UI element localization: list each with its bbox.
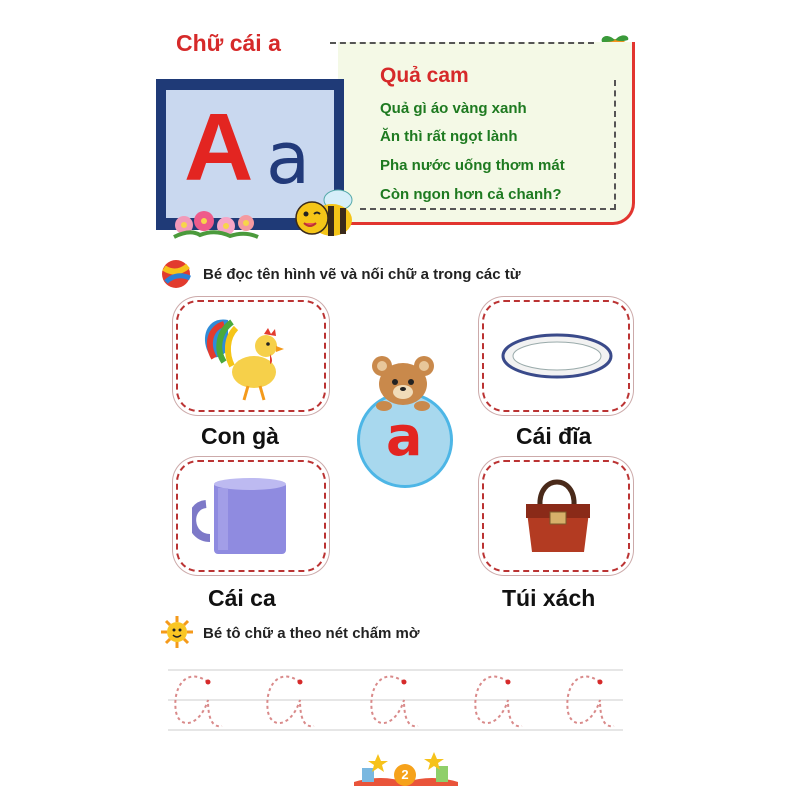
picture-frame [482, 300, 630, 412]
picture-word: Cái ca [208, 585, 276, 611]
bee-icon [292, 186, 360, 244]
picture-frame [482, 460, 630, 572]
poem-title: Quả cam [380, 64, 469, 87]
poem-line: Pha nước uống thơm mát [380, 157, 565, 174]
center-letter: a [386, 405, 423, 468]
picture-word: Cái đĩa [516, 423, 592, 449]
picture-word: Túi xách [502, 585, 596, 611]
instruction-text: Bé đọc tên hình vẽ và nối chữ a trong các từ [203, 266, 521, 283]
picture-frame [176, 300, 326, 412]
poem-line: Quả gì áo vàng xanh [380, 100, 527, 117]
divider [614, 80, 616, 210]
flowers-icon [170, 205, 260, 243]
lowercase-letter: a [266, 116, 311, 200]
page-number: 2 [394, 764, 416, 786]
plate-icon [500, 332, 614, 380]
uppercase-letter: A [184, 94, 254, 201]
sun-icon [160, 615, 194, 649]
instruction-text: Bé tô chữ a theo nét chấm mờ [203, 625, 420, 642]
page-title: Chữ cái a [176, 30, 281, 56]
divider [360, 208, 616, 210]
ball-icon [160, 258, 192, 290]
picture-word: Con gà [201, 423, 279, 449]
handbag-icon [518, 468, 598, 560]
tracing-area[interactable] [168, 660, 628, 740]
mug-icon [192, 472, 302, 562]
picture-frame [176, 460, 326, 572]
poem-line: Ăn thì rất ngọt lành [380, 128, 518, 145]
divider [330, 42, 594, 44]
poem-line: Còn ngon hơn cả chanh? [380, 186, 562, 203]
rooster-icon [188, 306, 298, 406]
